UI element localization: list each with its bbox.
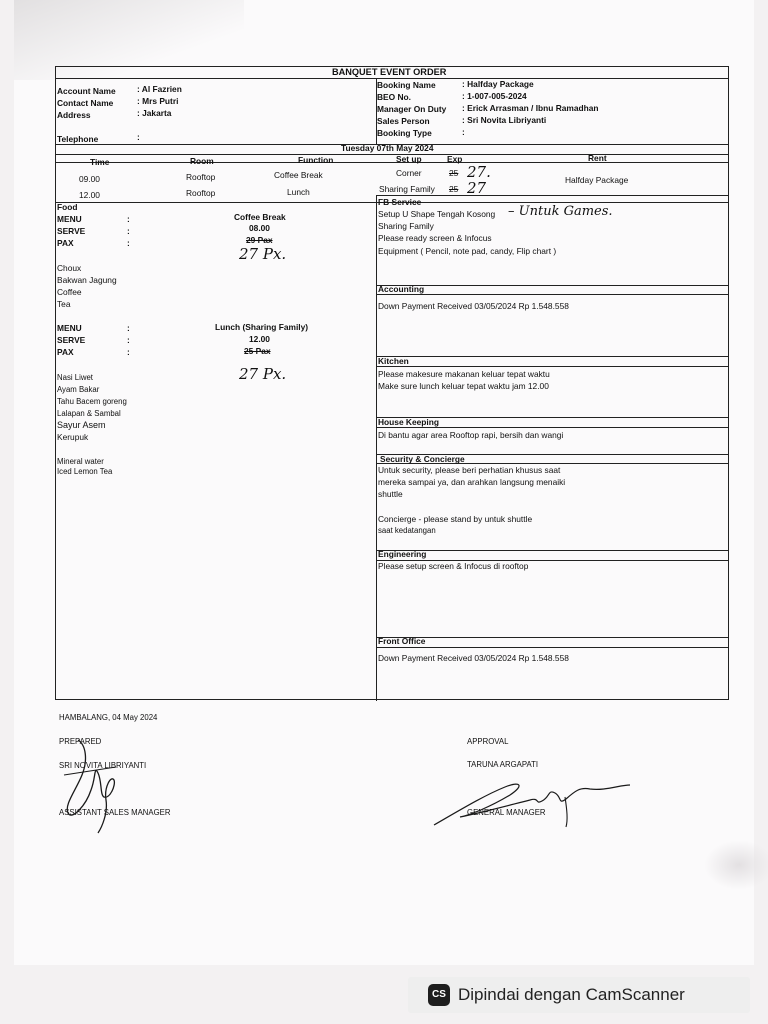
telephone-label: Telephone	[57, 134, 99, 144]
approval-label: APPROVAL	[467, 737, 509, 746]
address-value: : Jakarta	[137, 108, 172, 118]
manager-label: Manager On Duty	[377, 104, 447, 114]
divider	[56, 154, 728, 155]
header-time: Time	[90, 157, 110, 167]
accounting-heading: Accounting	[378, 284, 425, 294]
contact-name-value: : Mrs Putri	[137, 96, 179, 106]
header-exp: Exp	[447, 154, 463, 164]
housekeeping-text: Di bantu agar area Rooftop rapi, bersih dan wangi	[378, 430, 564, 440]
row2-time: 12.00	[79, 190, 100, 200]
manager-value: : Erick Arrasman / Ibnu Ramadhan	[462, 103, 599, 113]
telephone-value: :	[137, 132, 140, 142]
menu1-item: Coffee	[57, 287, 82, 297]
rent-value: Halfday Package	[565, 175, 629, 185]
drink-item: Iced Lemon Tea	[57, 467, 113, 476]
menu2-item: Nasi Liwet	[57, 373, 93, 382]
menu1-item: Choux	[57, 263, 82, 273]
engineering-text: Please setup screen & Infocus di rooftop	[378, 561, 529, 571]
fb-service-line: Setup U Shape Tengah Kosong	[378, 209, 496, 219]
security-line: mereka sampai ya, dan arahkan langsung menaiki	[378, 477, 566, 487]
menu2-item: Ayam Bakar	[57, 385, 100, 394]
row1-time: 09.00	[79, 174, 100, 184]
row2-setup: Sharing Family	[379, 184, 435, 194]
row2-exp-handwritten: 27	[467, 179, 487, 197]
menu1-pax-handwritten: 27 Px.	[239, 245, 287, 263]
booking-type-value: :	[462, 127, 465, 137]
kitchen-line: Please makesure makanan keluar tepat waktu	[378, 369, 550, 379]
security-line: shuttle	[378, 489, 403, 499]
food-heading: Food	[57, 202, 78, 212]
fb-service-line: Please ready screen & Infocus	[378, 233, 492, 243]
menu2-pax-label: PAX	[57, 347, 74, 357]
menu1-pax-label: PAX	[57, 238, 74, 248]
divider	[376, 195, 377, 701]
divider	[377, 427, 728, 428]
divider	[56, 162, 728, 163]
menu2-pax: 25 Pax	[244, 346, 271, 356]
engineering-heading: Engineering	[378, 549, 427, 559]
row2-room: Rooftop	[186, 188, 216, 198]
camscanner-logo: CS	[428, 984, 450, 1006]
menu2-name: Lunch (Sharing Family)	[215, 322, 309, 332]
booking-name-value: : Halfday Package	[462, 79, 534, 89]
approval-title: GENERAL MANAGER	[467, 808, 546, 817]
booking-name-label: Booking Name	[377, 80, 436, 90]
divider	[377, 637, 728, 638]
prepared-label: PREPARED	[59, 737, 102, 746]
beo-no-value: : 1-007-005-2024	[462, 91, 527, 101]
header-setup: Set up	[396, 154, 422, 164]
front-office-text: Down Payment Received 03/05/2024 Rp 1.548.558	[378, 653, 569, 663]
menu1-item: Bakwan Jagung	[57, 275, 117, 285]
menu1-pax: 29 Pax	[246, 235, 273, 245]
divider	[377, 285, 728, 286]
document-title: BANQUET EVENT ORDER	[332, 67, 447, 77]
menu2-menu-label: MENU	[57, 323, 82, 333]
colon: :	[127, 214, 130, 224]
divider	[56, 78, 728, 79]
menu1-serve-label: SERVE	[57, 226, 86, 236]
colon: :	[127, 347, 130, 357]
accounting-text: Down Payment Received 03/05/2024 Rp 1.548.558	[378, 301, 569, 311]
menu1-menu-label: MENU	[57, 214, 82, 224]
menu2-serve: 12.00	[249, 334, 270, 344]
colon: :	[127, 226, 130, 236]
row1-exp-handwritten: 27.	[467, 163, 491, 181]
menu1-name: Coffee Break	[234, 212, 286, 222]
colon: :	[127, 323, 130, 333]
approval-signature	[430, 775, 640, 835]
header-rent: Rent	[588, 153, 607, 163]
beo-no-label: BEO No.	[377, 92, 411, 102]
event-date: Tuesday 07th May 2024	[341, 143, 434, 153]
camscanner-text: Dipindai dengan CamScanner	[458, 985, 685, 1004]
place-date: HAMBALANG, 04 May 2024	[59, 713, 158, 722]
drink-item: Mineral water	[57, 457, 104, 466]
booking-type-label: Booking Type	[377, 128, 432, 138]
menu2-item: Sayur Asem	[57, 420, 106, 430]
fb-service-line: Equipment ( Pencil, note pad, candy, Flip chart )	[378, 246, 557, 256]
colon: :	[127, 335, 130, 345]
contact-name-label: Contact Name	[57, 98, 114, 108]
menu2-item: Kerupuk	[57, 432, 89, 442]
security-line: Untuk security, please beri perhatian khusus saat	[378, 465, 561, 475]
front-office-heading: Front Office	[378, 636, 426, 646]
colon: :	[127, 238, 130, 248]
header-function: Function	[298, 155, 334, 165]
account-name-label: Account Name	[57, 86, 116, 96]
prepared-title: ASSISTANT SALES MANAGER	[59, 808, 171, 817]
row2-function: Lunch	[287, 187, 310, 197]
divider	[377, 195, 728, 196]
sales-person-value: : Sri Novita Libriyanti	[462, 115, 547, 125]
sales-person-label: Sales Person	[377, 116, 430, 126]
concierge-line: saat kedatangan	[378, 526, 436, 535]
approval-name: TARUNA ARGAPATI	[467, 760, 539, 769]
security-heading: Security & Concierge	[380, 454, 465, 464]
concierge-line: Concierge - please stand by untuk shuttle	[378, 514, 533, 524]
menu2-serve-label: SERVE	[57, 335, 86, 345]
menu1-item: Tea	[57, 299, 71, 309]
housekeeping-heading: House Keeping	[378, 417, 439, 427]
divider	[377, 366, 728, 367]
fb-service-line: Sharing Family	[378, 221, 434, 231]
camscanner-banner	[408, 977, 750, 1013]
fb-service-handwritten-note: – Untuk Games.	[508, 204, 613, 219]
prepared-name: SRI NOVITA LIBRIYANTI	[59, 761, 147, 770]
row2-exp: 25	[449, 184, 459, 194]
row1-exp: 25	[449, 168, 459, 178]
fb-service-heading: FB Service	[378, 197, 422, 207]
divider	[377, 294, 728, 295]
menu2-item: Lalapan & Sambal	[57, 409, 121, 418]
account-name-value: : Al Fazrien	[137, 84, 182, 94]
kitchen-heading: Kitchen	[378, 356, 409, 366]
row1-setup: Corner	[396, 168, 422, 178]
menu1-serve: 08.00	[249, 223, 270, 233]
row1-room: Rooftop	[186, 172, 216, 182]
kitchen-line: Make sure lunch keluar tepat waktu jam 12.00	[378, 381, 549, 391]
row1-function: Coffee Break	[274, 170, 323, 180]
divider	[377, 550, 728, 551]
menu2-pax-handwritten: 27 Px.	[239, 365, 287, 383]
header-room: Room	[190, 156, 214, 166]
divider	[377, 647, 728, 648]
divider	[377, 356, 728, 357]
scan-shadow	[704, 840, 768, 890]
address-label: Address	[57, 110, 91, 120]
prepared-signature	[56, 735, 136, 835]
menu2-item: Tahu Bacem goreng	[57, 397, 127, 406]
